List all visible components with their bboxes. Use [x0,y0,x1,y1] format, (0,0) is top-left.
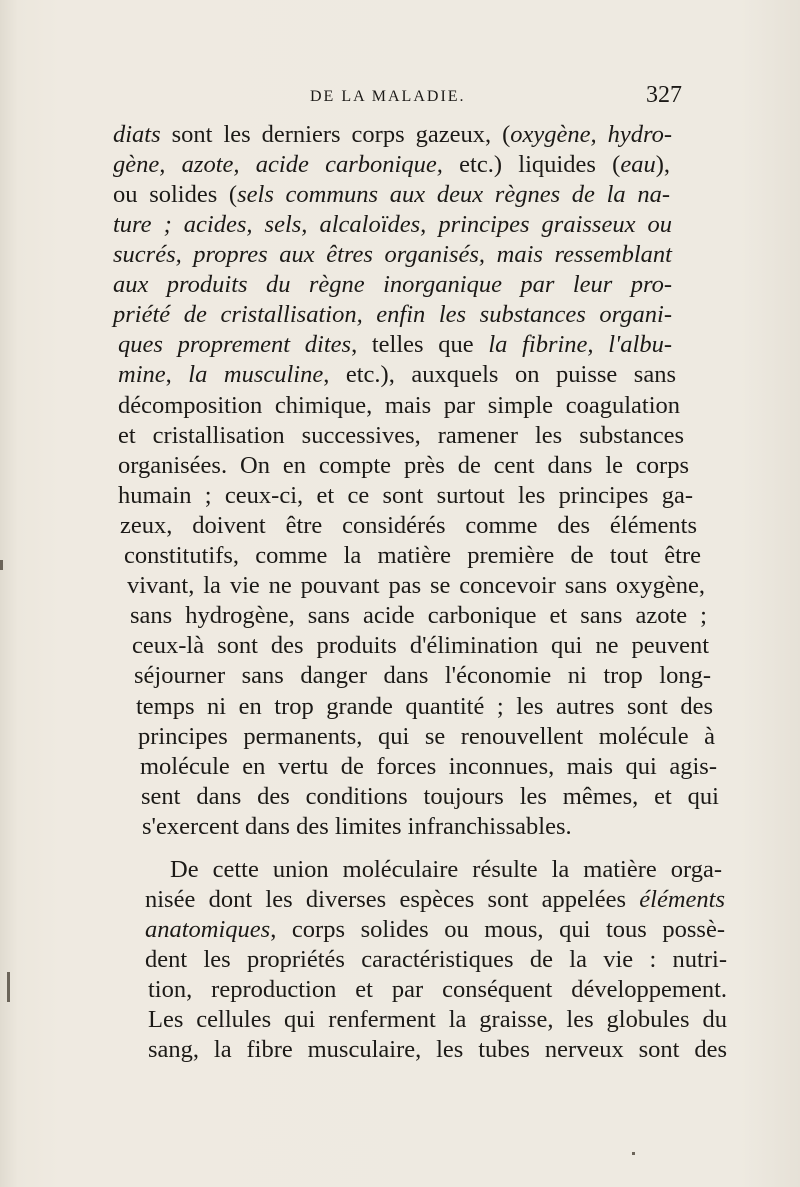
text-span: temps ni en trop grande quantité ; les autres sont des [136,693,713,720]
margin-mark [0,560,3,570]
italic-span: eau [620,151,656,178]
text-span: séjourner sans danger dans l'économie ni trop long- [134,662,711,689]
running-title: DE LA MALADIE. [310,88,466,105]
italic-span: diats [113,121,161,148]
text-line [118,451,689,481]
text-span: constitutifs, comme la matière première de tout être [124,542,701,569]
text-span: ceux-là sont des produits d'élimination qui ne peuvent [132,632,709,659]
text-span: , etc.), auxquels on puisse sans [323,361,676,388]
italic-span: anatomiques [145,916,271,943]
italic-span: ques proprement dites [118,331,352,358]
italic-span: mine [118,361,166,388]
text-line [145,945,727,975]
text-line [120,511,697,541]
text-line [118,391,680,421]
italic-span: la fibrine, l'albu- [488,331,672,358]
running-header [110,82,682,112]
text-span: , telles que [351,331,489,358]
text-line [170,855,722,885]
text-line [118,421,684,451]
italic-span: ture ; acides, sels, alcaloïdes, principes graisseux ou [113,211,672,238]
text-line [138,722,715,752]
italic-span: la musculine [188,361,324,388]
text-span: De cette union moléculaire résulte la matière orga- [170,856,722,883]
text-span: etc.) liquides ( [442,151,621,178]
text-span: ), [655,151,671,178]
text-line [134,661,711,691]
text-span: sent dans des conditions toujours les mêmes, et qui [141,783,719,810]
text-line [141,782,719,812]
text-line [136,692,713,722]
margin-mark [632,1152,635,1155]
margin-mark [7,972,10,1002]
text-line [132,631,709,661]
italic-span: gène, azote, acide carbonique, [113,151,443,178]
italic-span: aux produits du règne inorganique par leur pro- [113,271,672,298]
text-span: zeux, doivent être considérés comme des éléments [120,512,697,539]
italic-span: oxygène, hydro- [510,121,672,148]
text-span: dent les propriétés caractéristiques de la vie : nutri- [145,946,727,973]
text-line [148,1005,727,1035]
text-span: , corps solides ou mous, qui tous possè- [270,916,725,943]
italic-span: éléments [639,886,725,913]
text-line [113,180,670,210]
text-line [113,210,672,240]
text-span: et cristallisation successives, ramener les substances [118,422,684,449]
text-line [140,752,717,782]
text-line [113,150,670,180]
text-span: , [165,361,189,388]
text-span: humain ; ceux-ci, et ce sont surtout les principes ga- [118,482,693,509]
text-line [148,975,727,1005]
text-line [145,915,725,945]
text-span: sang, la fibre musculaire, les tubes nerveux sont des [148,1036,727,1063]
text-span: nisée dont les diverses espèces sont appelées [145,886,640,913]
text-span: sont les derniers corps gazeux, ( [160,121,511,148]
text-line [127,571,705,601]
italic-span: priété de cristallisation, enfin les substances organi- [113,301,672,328]
text-line [118,330,672,360]
text-span: vivant, la vie ne pouvant pas se concevoir sans oxygène, [127,572,705,599]
text-line [124,541,701,571]
text-span: s'exercent dans des limites infranchissables. [142,813,572,840]
text-line [148,1035,727,1065]
text-span: ou solides ( [113,181,238,208]
page-number: 327 [646,82,682,108]
text-line [113,240,672,270]
text-line [113,120,672,150]
italic-span: sucrés, propres aux êtres organisés, mais ressemblant [113,241,672,268]
italic-span: sels communs aux deux règnes de la na- [237,181,671,208]
text-span: Les cellules qui renferment la graisse, les globules du [148,1006,727,1033]
text-span: décomposition chimique, mais par simple coagulation [118,392,680,419]
text-line [113,270,672,300]
text-span: principes permanents, qui se renouvellent molécule à [138,723,715,750]
text-line [130,601,707,631]
text-line [145,885,725,915]
text-line [142,812,717,842]
text-line [118,360,676,390]
text-line [118,481,693,511]
text-span: tion, reproduction et par conséquent développement. [148,976,727,1003]
text-span: molécule en vertu de forces inconnues, mais qui agis- [140,753,717,780]
text-span: sans hydrogène, sans acide carbonique et sans azote ; [130,602,707,629]
text-span: organisées. On en compte près de cent dans le corps [118,452,689,479]
text-line [113,300,672,330]
